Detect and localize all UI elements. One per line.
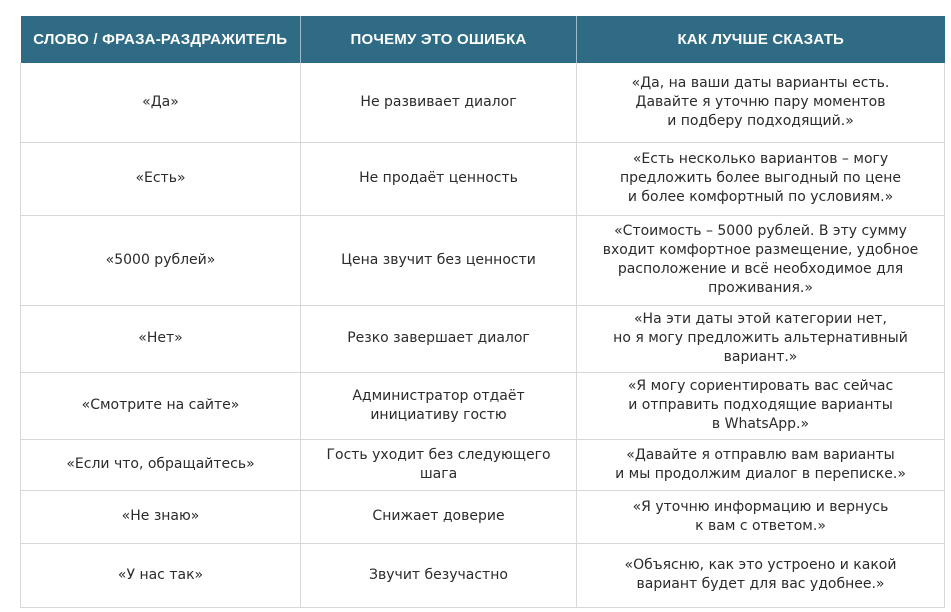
phrases-table-container (20, 16, 944, 608)
cell-better (577, 305, 945, 372)
cell-better-line: «Я могу сориентировать вас сейчас (627, 378, 894, 395)
cell-better-line: вариант.» (723, 349, 798, 366)
header-phrase: СЛОВО / ФРАЗА-РАЗДРАЖИТЕЛЬ (21, 16, 301, 63)
cell-better (577, 372, 945, 439)
phrases-table (20, 16, 945, 608)
cell-better (577, 439, 945, 490)
cell-better-line: Давайте я уточню пару моментов (635, 93, 886, 110)
cell-phrase: «У нас так» (21, 543, 301, 607)
table-row (21, 215, 945, 305)
cell-phrase: «Не знаю» (21, 490, 301, 543)
cell-why-line: Не развивает диалог (360, 93, 517, 110)
cell-better-line: «На эти даты этой категории нет, (633, 311, 887, 328)
table-row (21, 490, 945, 543)
cell-better (577, 142, 945, 215)
table-row (21, 372, 945, 439)
cell-better-line: «Стоимость – 5000 рублей. В эту сумму (614, 223, 907, 240)
table-row (21, 439, 945, 490)
cell-why-line: Снижает доверие (372, 508, 505, 525)
table-row (21, 543, 945, 607)
cell-why-line: Гость уходит без следующего (326, 446, 551, 463)
cell-why (301, 543, 577, 607)
cell-phrase: «Да» (21, 63, 301, 142)
cell-better-line: и мы продолжим диалог в переписке.» (615, 465, 906, 482)
cell-better (577, 543, 945, 607)
cell-phrase: «Есть» (21, 142, 301, 215)
cell-why-line: шага (419, 465, 458, 482)
table-row (21, 142, 945, 215)
cell-why (301, 439, 577, 490)
cell-phrase: «Смотрите на сайте» (21, 372, 301, 439)
cell-why-line: Не продаёт ценность (359, 170, 518, 187)
cell-better-line: расположение и всё необходимое для (617, 261, 904, 278)
cell-why (301, 63, 577, 142)
cell-better (577, 63, 945, 142)
cell-why (301, 215, 577, 305)
cell-better-line: вариант будет для вас удобнее.» (636, 576, 885, 593)
header-why: ПОЧЕМУ ЭТО ОШИБКА (301, 16, 577, 63)
cell-better-line: к вам с ответом.» (695, 517, 826, 534)
cell-better (577, 215, 945, 305)
table-header-row (21, 16, 945, 63)
cell-better-line: предложить более выгодный по цене (620, 170, 901, 187)
cell-better-line: и более комфортный по условиям.» (627, 189, 894, 206)
cell-better-line: «Есть несколько вариантов – могу (632, 151, 889, 168)
table-row (21, 305, 945, 372)
cell-better-line: «Объясню, как это устроено и какой (624, 557, 897, 574)
cell-better-line: входит комфортное размещение, удобное (602, 242, 919, 259)
cell-better-line: и подберу подходящий.» (667, 112, 854, 129)
cell-better-line: но я могу предложить альтернативный (613, 330, 908, 347)
cell-why (301, 490, 577, 543)
cell-phrase: «Если что, обращайтесь» (21, 439, 301, 490)
cell-better-line: и отправить подходящие варианты (628, 397, 893, 414)
cell-better-line: в WhatsApp.» (711, 416, 810, 433)
cell-why-line: Звучит безучастно (369, 566, 508, 583)
cell-why (301, 142, 577, 215)
header-better: КАК ЛУЧШЕ СКАЗАТЬ (577, 16, 945, 63)
cell-why-line: инициативу гостю (370, 406, 507, 423)
cell-why-line: Администратор отдаёт (352, 387, 525, 404)
table-row (21, 63, 945, 142)
cell-why (301, 305, 577, 372)
cell-why-line: Цена звучит без ценности (341, 251, 536, 268)
cell-better-line: «Да, на ваши даты варианты есть. (631, 74, 890, 91)
cell-phrase: «Нет» (21, 305, 301, 372)
cell-phrase: «5000 рублей» (21, 215, 301, 305)
cell-why (301, 372, 577, 439)
cell-better (577, 490, 945, 543)
cell-better-line: «Давайте я отправлю вам варианты (626, 446, 895, 463)
cell-better-line: проживания.» (708, 280, 813, 297)
cell-better-line: «Я уточню информацию и вернусь (632, 498, 889, 515)
cell-why-line: Резко завершает диалог (347, 330, 530, 347)
